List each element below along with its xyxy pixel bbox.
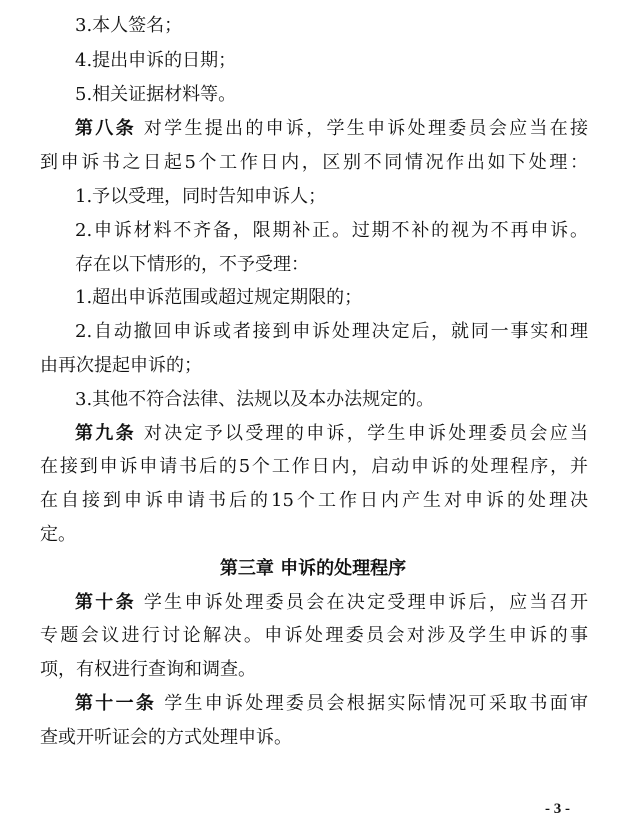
page-number: - 3 - bbox=[545, 801, 570, 817]
text-line: 查或开听证会的方式处理申诉。 bbox=[40, 727, 292, 748]
article-label: 第十一条 bbox=[75, 693, 157, 714]
article-text: 学生申诉处理委员会根据实际情况可采取书面审 bbox=[164, 693, 588, 714]
chapter-heading: 第三章 申诉的处理程序 bbox=[219, 558, 407, 579]
article-text: 对学生提出的申诉，学生申诉处理委员会应当在接 bbox=[143, 118, 588, 139]
article-11-line bbox=[75, 694, 588, 714]
text-line: 项，有权进行查询和调查。 bbox=[40, 659, 256, 680]
text-line: 在自接到申诉申请书后的15个工作日内产生对申诉的处理决 bbox=[40, 490, 588, 511]
text-line: 定。 bbox=[40, 524, 76, 545]
article-8-line bbox=[75, 119, 588, 139]
text-line: 由再次提起申诉的； bbox=[40, 355, 202, 376]
article-text: 学生申诉处理委员会在决定受理申诉后，应当召开 bbox=[143, 592, 588, 613]
text-line: 2.自动撤回申诉或者接到申诉处理决定后，就同一事实和理 bbox=[75, 321, 588, 342]
text-line: 2.申诉材料不齐备，限期补正。过期不补的视为不再申诉。 bbox=[75, 220, 588, 241]
text-line: 到申诉书之日起5个工作日内，区别不同情况作出如下处理： bbox=[40, 152, 588, 173]
text-line: 1.超出申诉范围或超过规定期限的； bbox=[75, 287, 363, 308]
article-label: 第八条 bbox=[75, 118, 136, 139]
text-line: 3.本人签名； bbox=[75, 15, 183, 36]
text-line: 在接到申诉申请书后的5个工作日内，启动申诉的处理程序，并 bbox=[40, 456, 588, 477]
text-line: 3.其他不符合法律、法规以及本办法规定的。 bbox=[75, 389, 435, 410]
text-line: 5.相关证据材料等。 bbox=[75, 84, 237, 105]
text-line: 1.予以受理，同时告知申诉人； bbox=[75, 186, 327, 207]
text-line: 4.提出申诉的日期； bbox=[75, 50, 237, 71]
article-label: 第九条 bbox=[75, 423, 136, 444]
article-label: 第十条 bbox=[75, 592, 136, 613]
text-line: 存在以下情形的，不予受理： bbox=[75, 254, 309, 275]
article-9-line bbox=[75, 424, 588, 444]
text-line: 专题会议进行讨论解决。申诉处理委员会对涉及学生申诉的事 bbox=[40, 625, 588, 646]
article-10-line bbox=[75, 593, 588, 613]
article-text: 对决定予以受理的申诉，学生申诉处理委员会应当 bbox=[143, 423, 588, 444]
